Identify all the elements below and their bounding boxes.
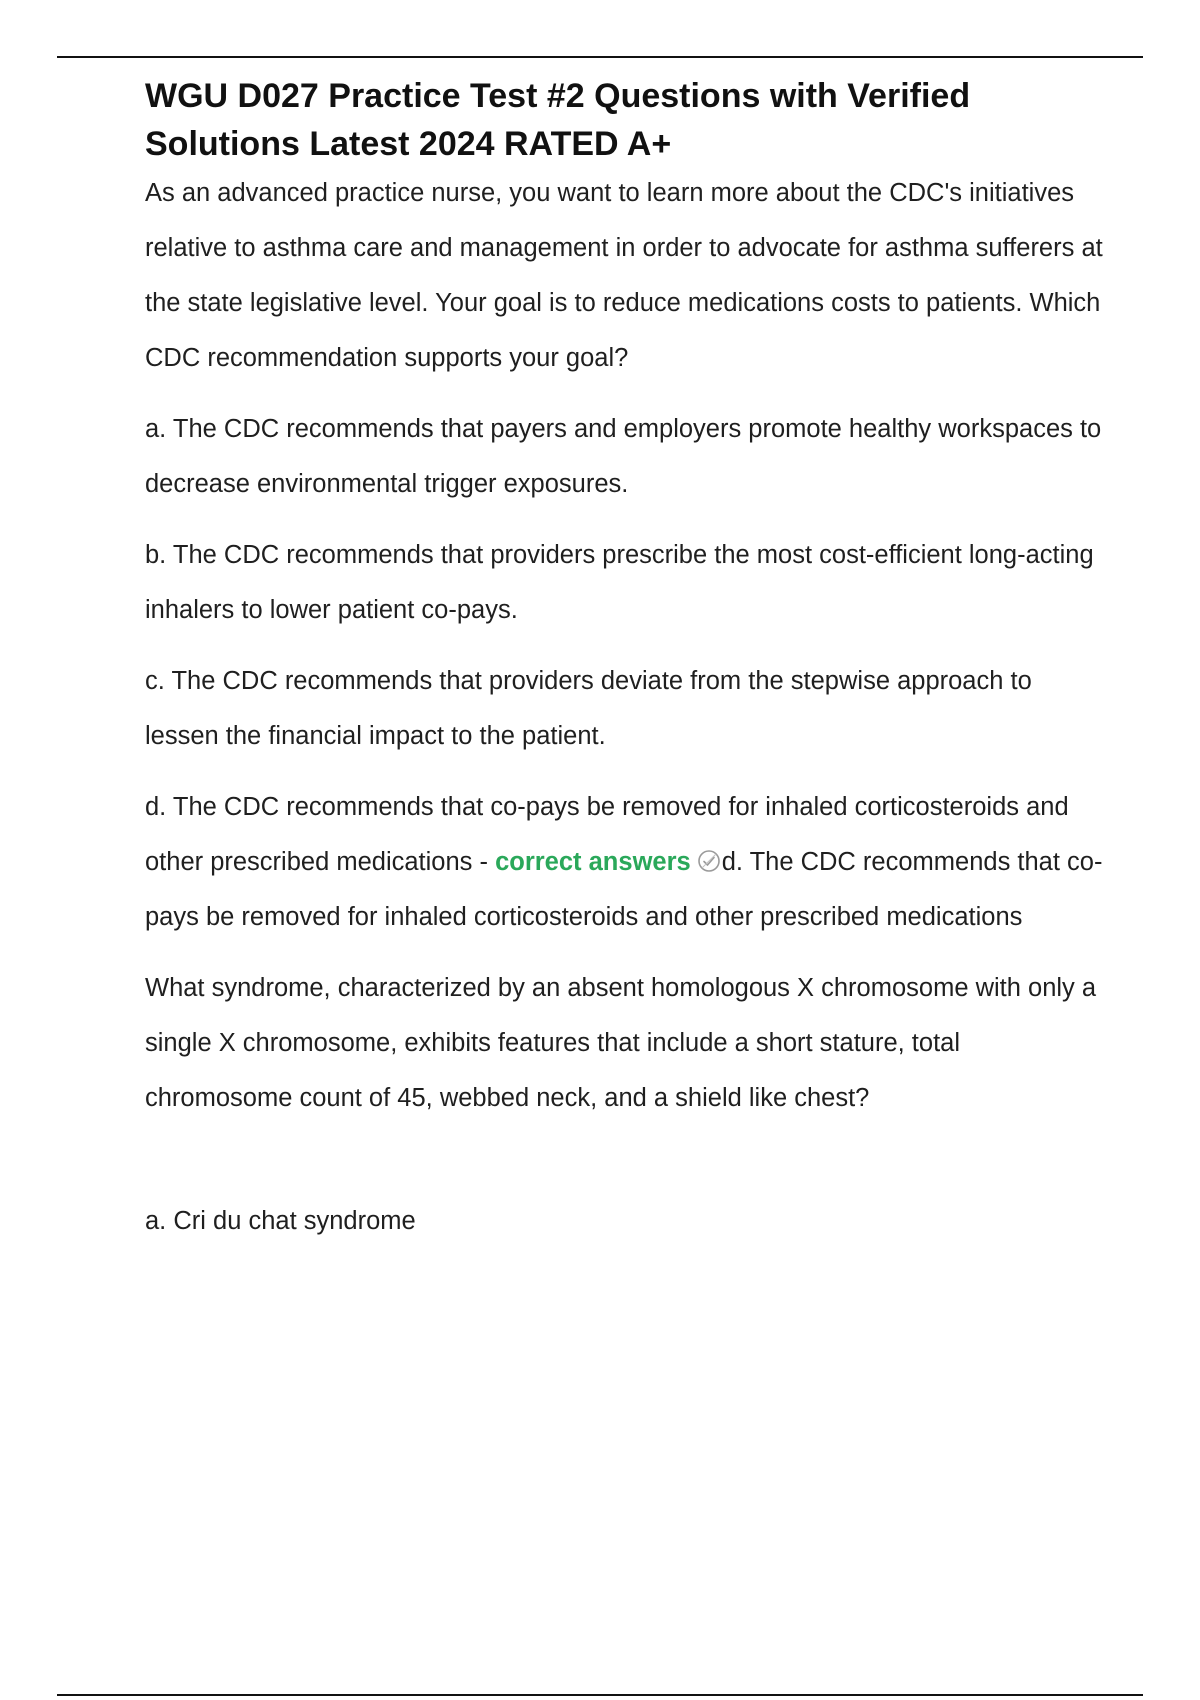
question-1-option-d-with-answer — [145, 780, 1105, 945]
document-title: WGU D027 Practice Test #2 Questions with Verified Solutions Latest 2024 RATED A+ — [145, 77, 971, 163]
question-2-option-a: a. Cri du chat syndrome — [145, 1207, 416, 1235]
question-1-stem: As an advanced practice nurse, you want to learn more about the CDC's initiatives relative to asthma care and management in order to advocate for asthma sufferers at the state legislative level. Your goal is to reduce medications costs to patients. Which CDC recommendation supports your goal? — [145, 179, 1103, 372]
top-rule — [57, 56, 1143, 58]
correct-answers-label: correct answers — [495, 848, 691, 876]
question-1-option-d: d. The CDC recommends that co-pays be removed for inhaled corticosteroids and other prescribed medications - — [145, 793, 1069, 876]
document-body — [145, 72, 1105, 1265]
question-2-stem: What syndrome, characterized by an absent homologous X chromosome with only a single X chromosome, exhibits features that include a short stature, total chromosome count of 45, webbed neck, and a shield like chest? — [145, 974, 1097, 1112]
question-1-answer: d. The CDC recommends that co-pays be removed for inhaled corticosteroids and other prescribed medications — [145, 848, 1103, 931]
check-circle-icon — [697, 849, 721, 873]
question-1-option-b: b. The CDC recommends that providers prescribe the most cost-efficient long-acting inhalers to lower patient co-pays. — [145, 541, 1094, 624]
question-1-option-c: c. The CDC recommends that providers deviate from the stepwise approach to lessen the financial impact to the patient. — [145, 667, 1032, 750]
bottom-rule — [57, 1694, 1143, 1696]
question-1-option-a: a. The CDC recommends that payers and employers promote healthy workspaces to decrease environmental trigger exposures. — [145, 415, 1102, 498]
